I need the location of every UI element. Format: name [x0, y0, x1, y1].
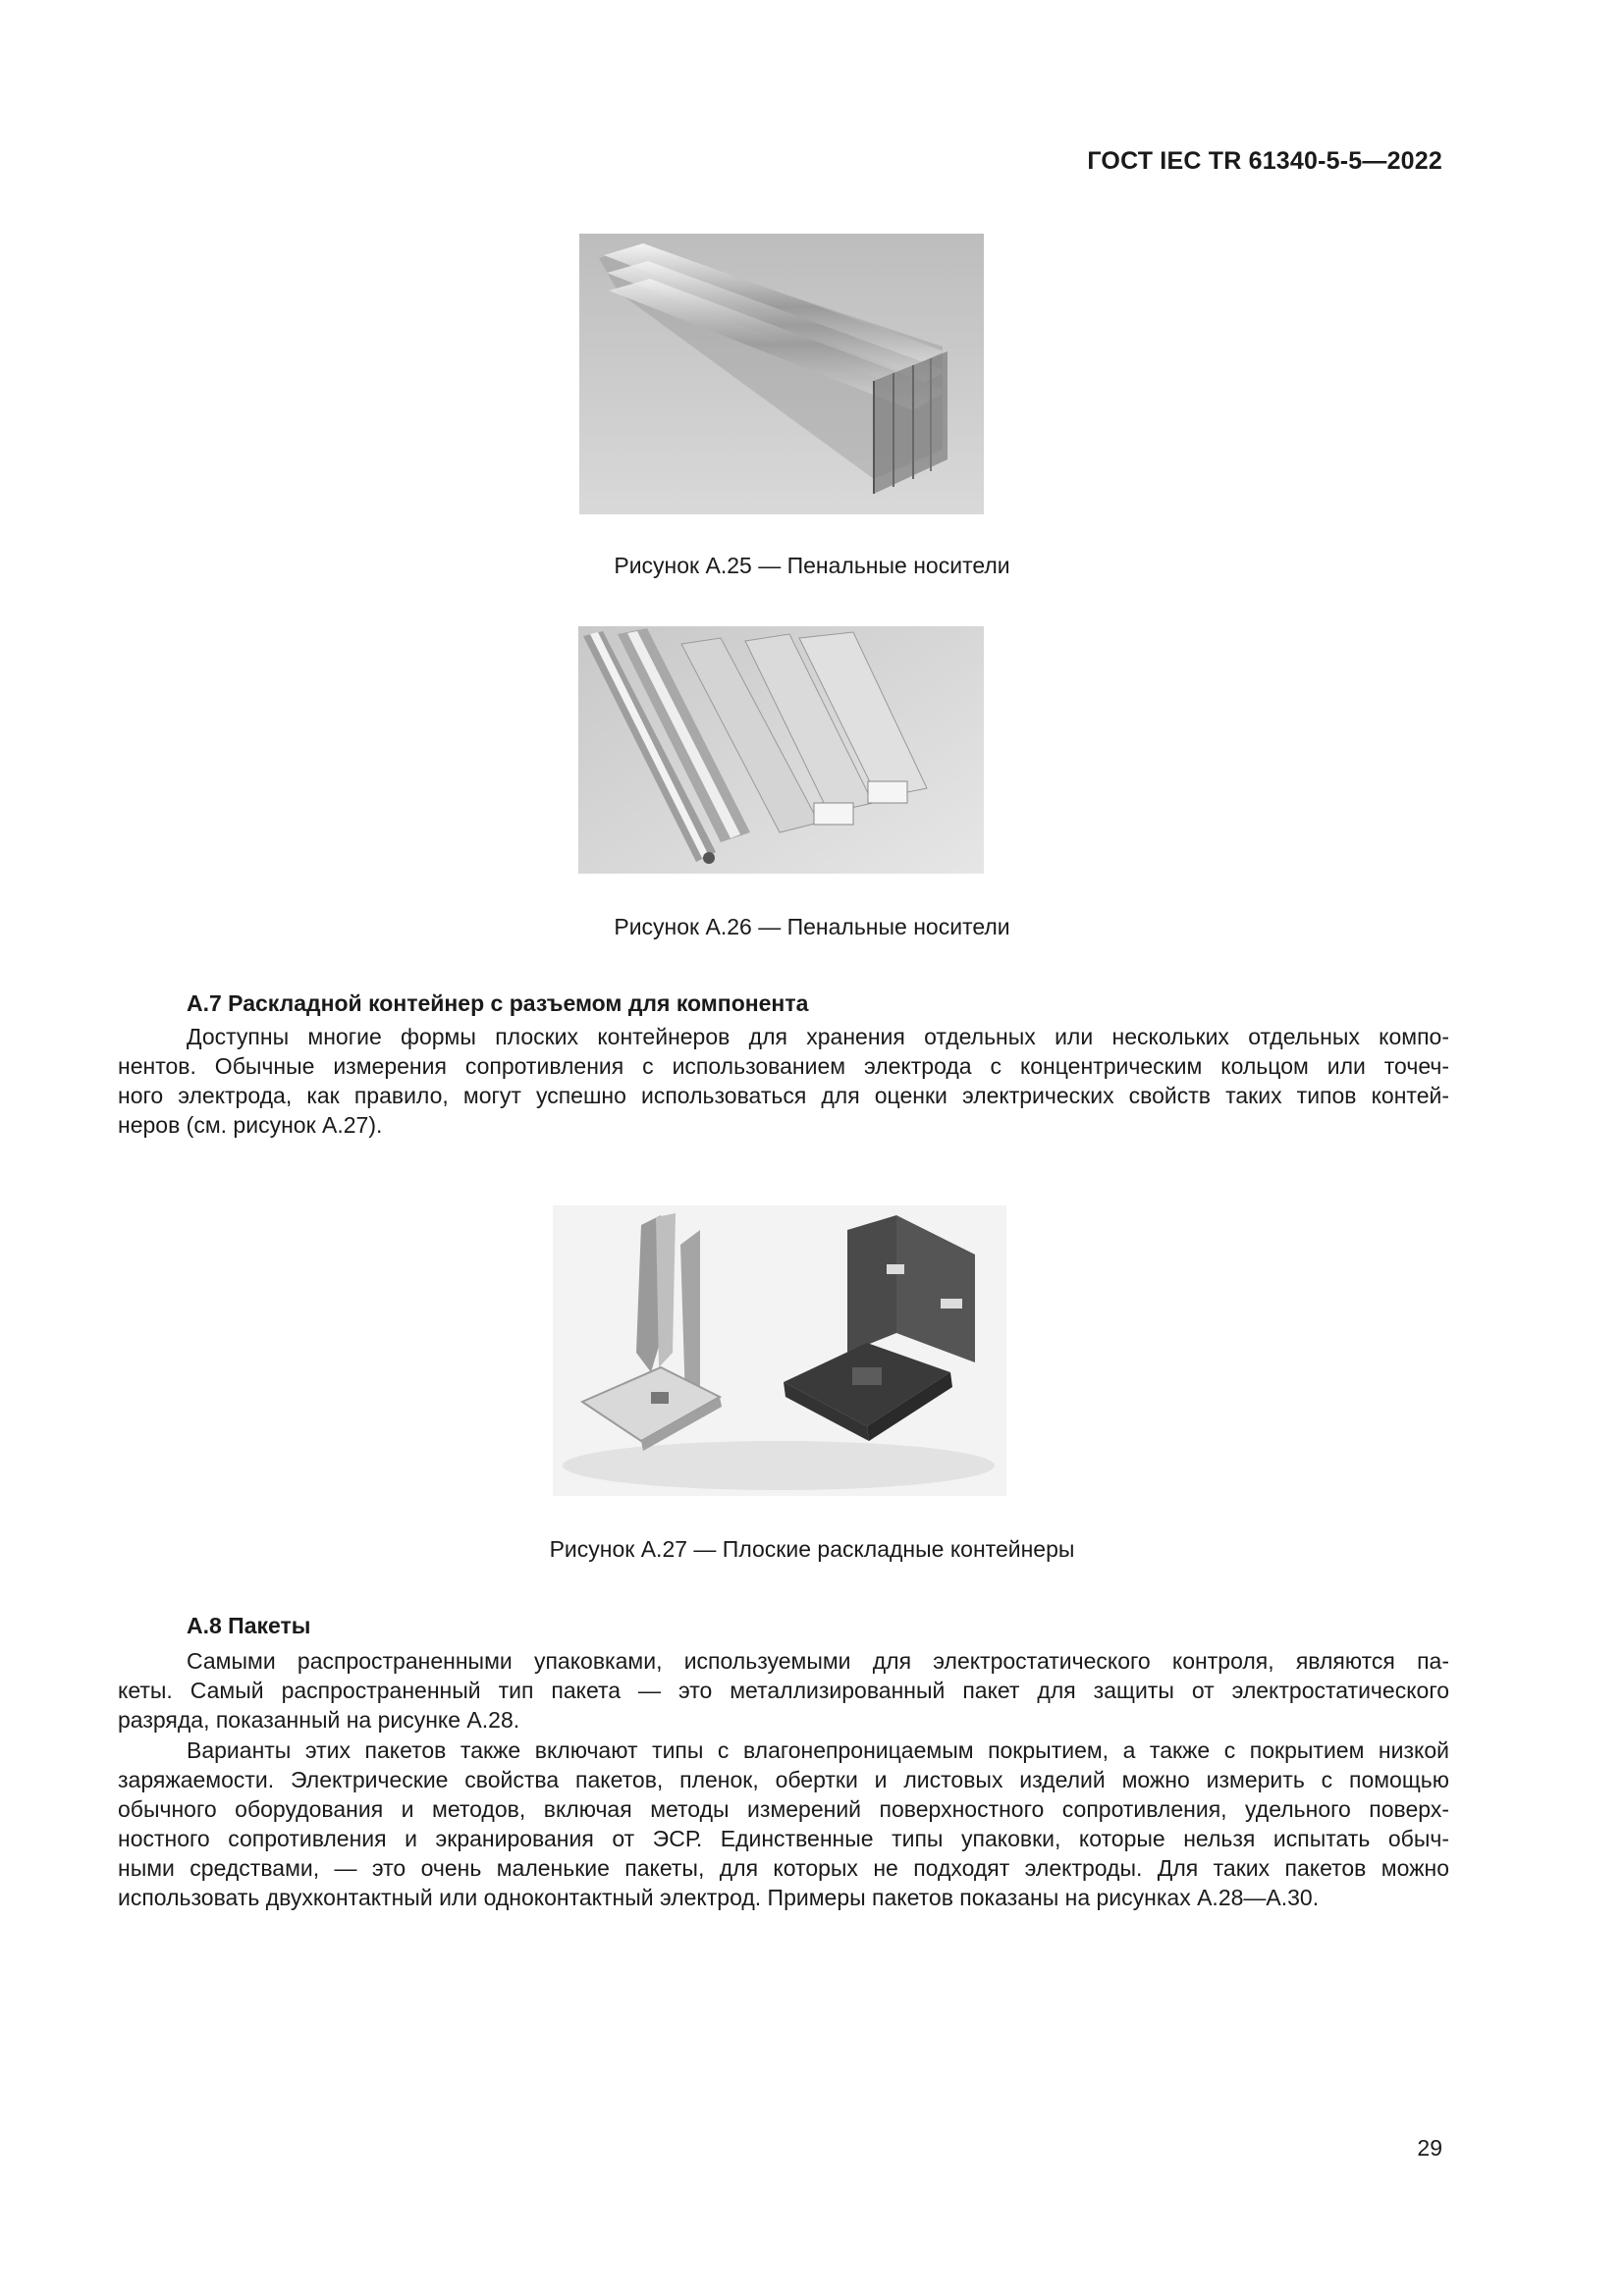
document-header: ГОСТ IEC TR 61340-5-5—2022 — [1087, 147, 1442, 175]
paragraph-line: использовать двухконтактный или одноконтактный электрод. Примеры пакетов показаны на рисунках А.28—А.30. — [118, 1885, 1320, 1910]
paragraph-line: ностного сопротивления и экранирования от ЭСР. Единственные типы упаковки, которые нельзя испытать обыч- — [118, 1826, 1449, 1851]
paragraph-line: кеты. Самый распространенный тип пакета — это металлизированный пакет для защиты от электростатического — [118, 1678, 1449, 1703]
figure-a25-caption: Рисунок А.25 — Пенальные носители — [614, 553, 1010, 578]
paragraph-line: Доступны многие формы плоских контейнеров для хранения отдельных или нескольких отдельных компо- — [187, 1024, 1449, 1049]
paragraph-line: заряжаемости. Электрические свойства пакетов, пленок, обертки и листовых изделий можно измерить с помощью — [118, 1767, 1449, 1792]
section-a8-paragraph-1 — [118, 1646, 1449, 1735]
paragraph-line: обычного оборудования и методов, включая методы измерений поверхностного сопротивления, удельного поверх- — [118, 1796, 1449, 1822]
paragraph-line: неров (см. рисунок А.27). — [118, 1112, 383, 1138]
page-number: 29 — [1417, 2135, 1442, 2161]
paragraph-line: ного электрода, как правило, могут успешно использоваться для оценки электрических свойств таких типов контей- — [118, 1083, 1449, 1108]
figure-a27-caption: Рисунок А.27 — Плоские раскладные контейнеры — [549, 1536, 1075, 1562]
paragraph-line: нентов. Обычные измерения сопротивления с использованием электрода с концентрическим кольцом или точеч- — [118, 1053, 1449, 1079]
section-a8-paragraph-2 — [118, 1735, 1449, 1912]
paragraph-line: ными средствами, — это очень маленькие пакеты, для которых не подходят электроды. Для таких пакетов можно — [118, 1855, 1449, 1881]
section-a7-paragraph — [118, 1022, 1449, 1140]
paragraph-line: Варианты этих пакетов также включают типы с влагонепроницаемым покрытием, а также с покрытием низкой — [187, 1737, 1449, 1763]
figure-a27-photo — [553, 1205, 1006, 1496]
section-a7-title: А.7 Раскладной контейнер с разъемом для компонента — [187, 990, 809, 1016]
section-a8-title: А.8 Пакеты — [187, 1613, 311, 1638]
paragraph-line: разряда, показанный на рисунке А.28. — [118, 1707, 520, 1733]
figure-a26-caption: Рисунок А.26 — Пенальные носители — [614, 914, 1010, 939]
figure-a25-photo — [579, 234, 984, 514]
figure-a26-photo — [578, 626, 984, 874]
paragraph-line: Самыми распространенными упаковками, используемыми для электростатического контроля, являются па- — [187, 1648, 1449, 1674]
